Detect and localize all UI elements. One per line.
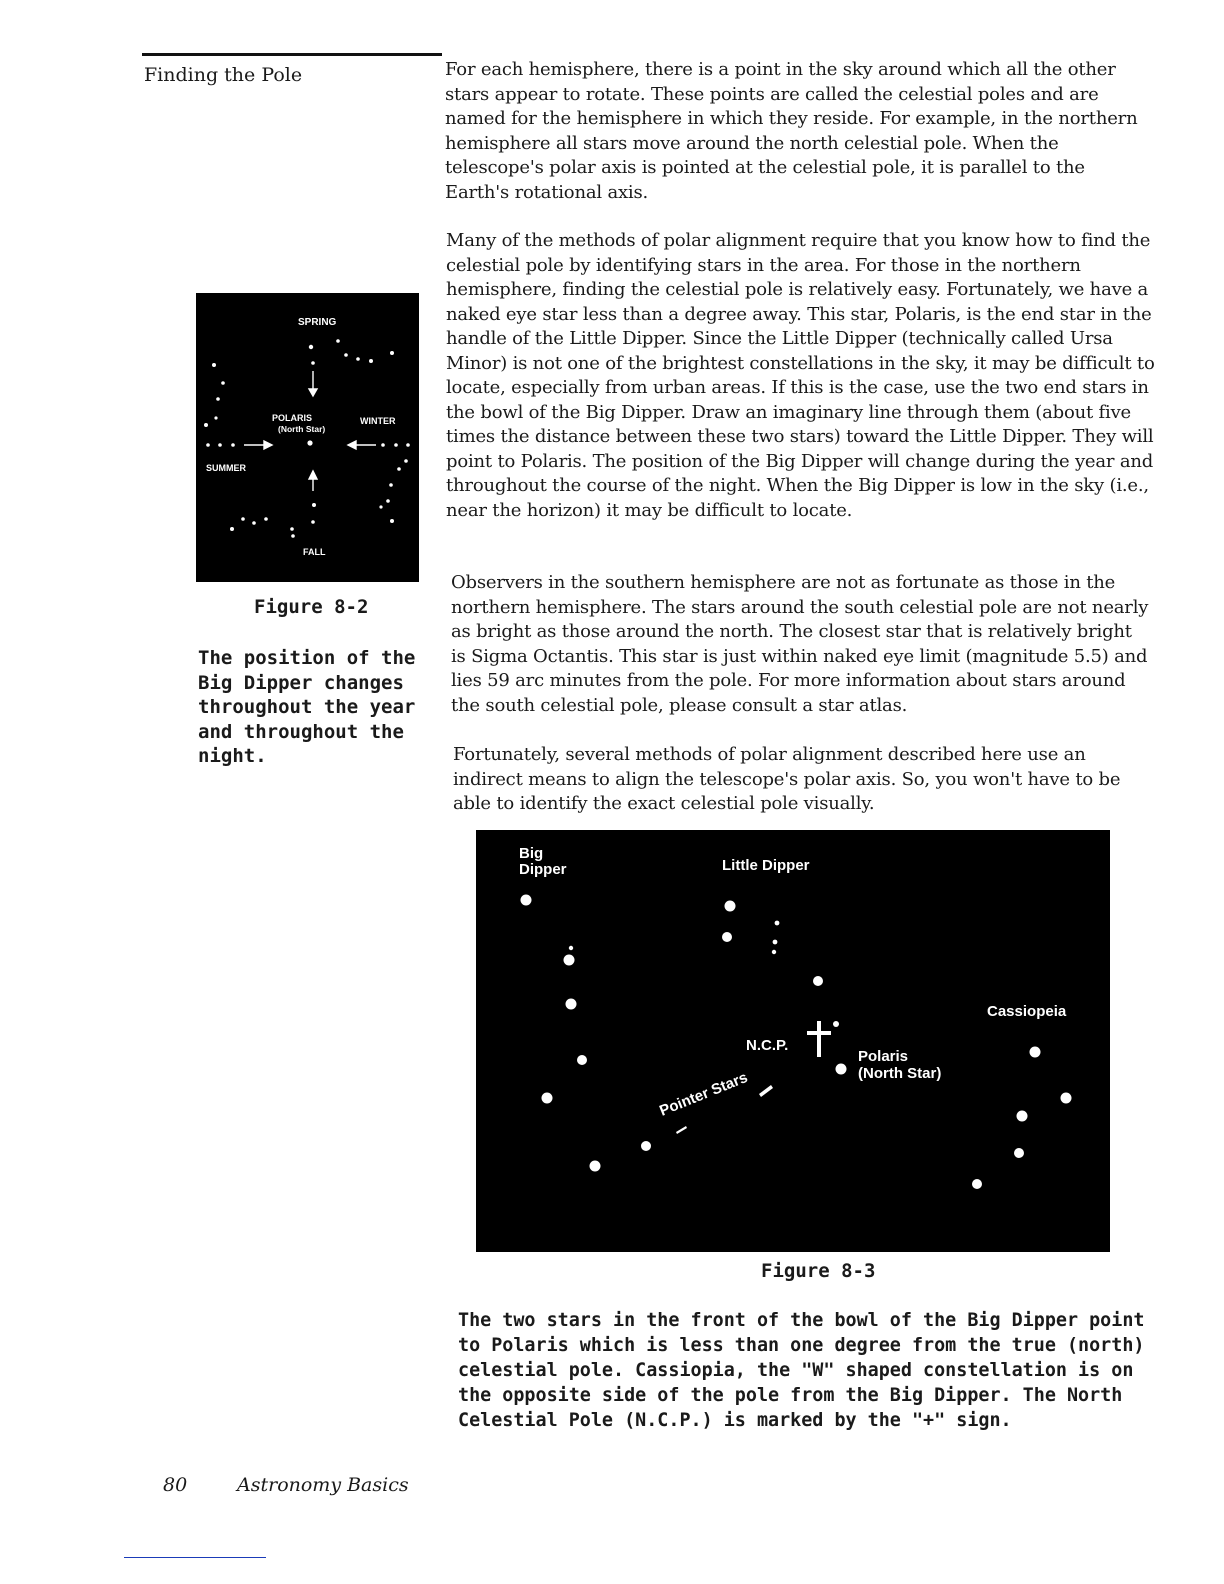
figure-8-3-caption: The two stars in the front of the bowl of the Big Dipper point to Polaris which is less than one degree from the true (north) celestial pole. Cassiopia, the "W" shaped constellation is on the opposite side of the pole from the Big Dipper. The North Celestial Pole (N.C.P.) is marked by the "+" sign. xyxy=(458,1310,1145,1431)
big-label: Big xyxy=(519,845,544,862)
paragraph-4: Fortunately, several methods of polar alignment described here use an indirect means to align the telescope's polar axis. So, you won't have to be able to identify the exact celestial pole visually. xyxy=(453,744,1121,814)
section-title: Finding the Pole xyxy=(144,64,303,86)
footer-line xyxy=(124,1557,266,1558)
cassiopeia-stars xyxy=(972,1047,1072,1190)
ncp-label: N.C.P. xyxy=(746,1037,789,1054)
summer-label: SUMMER xyxy=(206,463,246,473)
polaris-label: Polaris xyxy=(858,1048,909,1065)
figure-8-2-label: Figure 8-2 xyxy=(254,596,369,618)
book-title: Astronomy Basics xyxy=(237,1474,409,1496)
winter-dipper-stars xyxy=(381,443,410,471)
polaris-label: POLARIS xyxy=(272,413,313,423)
cassiopeia-label: Cassiopeia xyxy=(987,1003,1067,1020)
figure-8-2-diagram xyxy=(196,293,419,582)
polaris-star xyxy=(307,440,312,445)
paragraph-1: For each hemisphere, there is a point in the sky around which all the other stars appear to rotate. These points are called the celestial poles and are named for the hemisphere in which they reside. For example, in the northern hemisphere all stars move around the north celestial pole. When the telescope's polar axis is pointed at the celestial pole, it is parallel to the Earth's rotational axis. xyxy=(445,59,1138,203)
summer-dipper-stars xyxy=(204,363,235,447)
figure-8-3-image xyxy=(476,830,1110,1252)
figure-8-3-label: Figure 8-3 xyxy=(761,1260,876,1282)
spring-label: SPRING xyxy=(298,317,337,328)
dipper-label: Dipper xyxy=(519,861,567,878)
paragraph-2: Many of the methods of polar alignment require that you know how to find the celestial pole by identifying stars in the area. For those in the northern hemisphere, finding the celestial pole is relatively easy. Fortunately, we have a naked eye star less than a degree away. This star, Polaris, is the end star in the handle of the Little Dipper. Since the Little Dipper (technically called Ursa Minor) is not one of the brightest constellations in the sky, it may be difficult to locate, especially from urban areas. If this is the case, use the two end stars in the bowl of the Big Dipper. Draw an imaginary line through them (about five times the distance between these two stars) toward the Little Dipper. They will point to Polaris. The position of the Big Dipper will change during the year and throughout the course of the night. When the Big Dipper is low in the sky (i.e., near the horizon) it may be difficult to locate. xyxy=(446,230,1155,521)
page-number: 80 xyxy=(163,1474,188,1496)
fall-label: FALL xyxy=(303,547,326,557)
fall-dipper-stars xyxy=(230,483,394,538)
north-star-label: (North Star) xyxy=(278,424,326,434)
paragraph-3: Observers in the southern hemisphere are not as fortunate as those in the northern hemisphere. The stars around the south celestial pole are not nearly as bright as those around the north. The closest star that is relatively bright is Sigma Octantis. This star is just within naked eye limit (magnitude 5.5) and lies 59 arc minutes from the pole. For more information about stars around the south celestial pole, please consult a star atlas. xyxy=(451,572,1149,716)
little-dipper-label: Little Dipper xyxy=(722,857,810,874)
big-dipper-stars xyxy=(521,895,652,1172)
figure-8-2-image xyxy=(196,293,419,582)
pointer-stars-label: Pointer Stars xyxy=(657,1068,751,1120)
spring-dipper-stars xyxy=(309,339,394,365)
winter-label: WINTER xyxy=(360,416,396,426)
figure-8-3-diagram xyxy=(476,830,1110,1252)
ncp-plus-marker xyxy=(807,1021,831,1057)
little-dipper-stars xyxy=(722,901,839,1028)
section-rule xyxy=(142,53,442,56)
north-star-label: (North Star) xyxy=(858,1065,942,1082)
figure-8-2-caption: The position of the Big Dipper changes throughout the year and throughout the night. xyxy=(198,647,416,767)
polaris-star xyxy=(836,1064,847,1075)
